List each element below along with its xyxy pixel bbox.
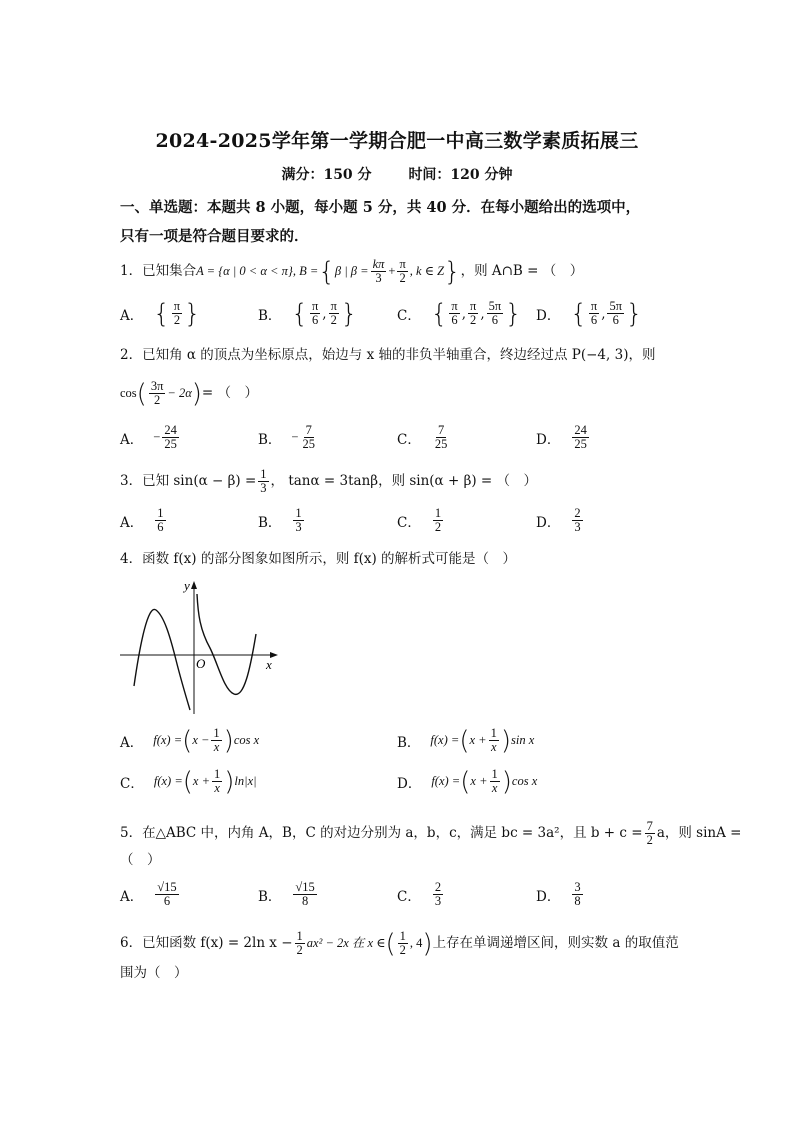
q4-option-c[interactable]: C． f(x) = ( x + $\frac{1}{x}$ ) ln|x|	[120, 766, 257, 797]
question-5: 5．在△ABC 中，内角 A，B，C 的对边分别为 a，b，c，满足 bc = 3a²，且 b + c = $\frac{7}{2}$ a，则 sinA =	[120, 819, 742, 848]
q3-option-a[interactable]: A． $\frac{1}{6}$	[120, 506, 164, 535]
time-limit: 时间：120 分钟	[408, 167, 513, 183]
q5-option-a[interactable]: A． $\frac{√15}{6}$	[120, 880, 177, 909]
q2-option-a[interactable]: A． − $\frac{24}{25}$	[120, 423, 177, 452]
curve-right-branch	[197, 594, 256, 694]
q1-option-b[interactable]: B． { $\frac{\pi}{6}$ , $\frac{\pi}{2}$ }	[258, 298, 358, 329]
question-1: 1．已知集合 A = {α | 0 < α < π}, B = { β | β = $\frac{k\pi}{3}$ + $\frac{\pi}{2}$ , k ∈ Z } ，则 A∩B = （ ）	[120, 256, 584, 287]
q1-option-a[interactable]: A． { $\frac{\pi}{2}$ }	[120, 298, 201, 329]
q5-option-d[interactable]: D． $\frac{3}{8}$	[536, 880, 581, 909]
section-1-heading-cont: 只有一项是符合题目要求的．	[120, 228, 309, 245]
section-1-heading: 一、单选题：本题共 8 小题，每小题 5 分，共 40 分．在每小题给出的选项中，	[120, 199, 641, 216]
y-axis	[191, 581, 197, 714]
y-axis-label: y	[184, 578, 190, 593]
q5-option-c[interactable]: C． $\frac{2}{3}$	[397, 880, 442, 909]
q1-option-c[interactable]: C． { $\frac{\pi}{6}$ , $\frac{\pi}{2}$ , $\frac{5\pi}{6}$ }	[397, 298, 522, 329]
function-graph	[118, 574, 284, 716]
q2-option-d[interactable]: D． $\frac{24}{25}$	[536, 423, 587, 452]
question-4: 4．函数 f(x) 的部分图象如图所示，则 f(x) 的解析式可能是（ ）	[120, 551, 517, 567]
x-axis-label: x	[266, 657, 272, 672]
origin-label: O	[196, 656, 206, 671]
full-score: 满分：150 分	[281, 167, 372, 183]
question-5-cont: （ ）	[120, 852, 161, 868]
question-6-cont: 围为（ ）	[120, 965, 188, 981]
question-6: 6．已知函数 f(x) = 2ln x − $\frac{1}{2}$ ax² − 2x 在 x ∈ ( $\frac{1}{2}$ , 4 ) 上存在单调递增区间，则实数 a 的取值范	[120, 928, 679, 959]
curve-left-branch	[134, 609, 190, 710]
question-2-expr: cos ( $\frac{3\pi}{2}$ − 2α ) = （ ）	[120, 378, 259, 409]
exam-title: 2024-2025学年第一学期合肥一中高三数学素质拓展三	[155, 130, 639, 152]
q4-option-d[interactable]: D． f(x) = ( x + $\frac{1}{x}$ ) cos x	[397, 766, 538, 797]
question-3: 3．已知 sin(α − β) = $\frac{1}{3}$ ， tanα = 3tanβ，则 sin(α + β) = （ ）	[120, 467, 538, 496]
q2-option-b[interactable]: B． − $\frac{7}{25}$	[258, 423, 315, 452]
q3-option-b[interactable]: B． $\frac{1}{3}$	[258, 506, 302, 535]
question-2: 2．已知角 α 的顶点为坐标原点，始边与 x 轴的非负半轴重合，终边经过点 P(−4, 3)，则	[120, 347, 656, 363]
q4-option-a[interactable]: A． f(x) = ( x − $\frac{1}{x}$ ) cos x	[120, 725, 260, 756]
q3-option-c[interactable]: C． $\frac{1}{2}$	[397, 506, 442, 535]
q1-option-d[interactable]: D． { $\frac{\pi}{6}$ , $\frac{5\pi}{6}$ }	[536, 298, 643, 329]
q4-option-b[interactable]: B． f(x) = ( x + $\frac{1}{x}$ ) sin x	[397, 725, 535, 756]
q3-option-d[interactable]: D． $\frac{2}{3}$	[536, 506, 581, 535]
q5-option-b[interactable]: B． $\frac{√15}{8}$	[258, 880, 315, 909]
q2-option-c[interactable]: C． $\frac{7}{25}$	[397, 423, 448, 452]
exam-meta	[0, 164, 794, 184]
